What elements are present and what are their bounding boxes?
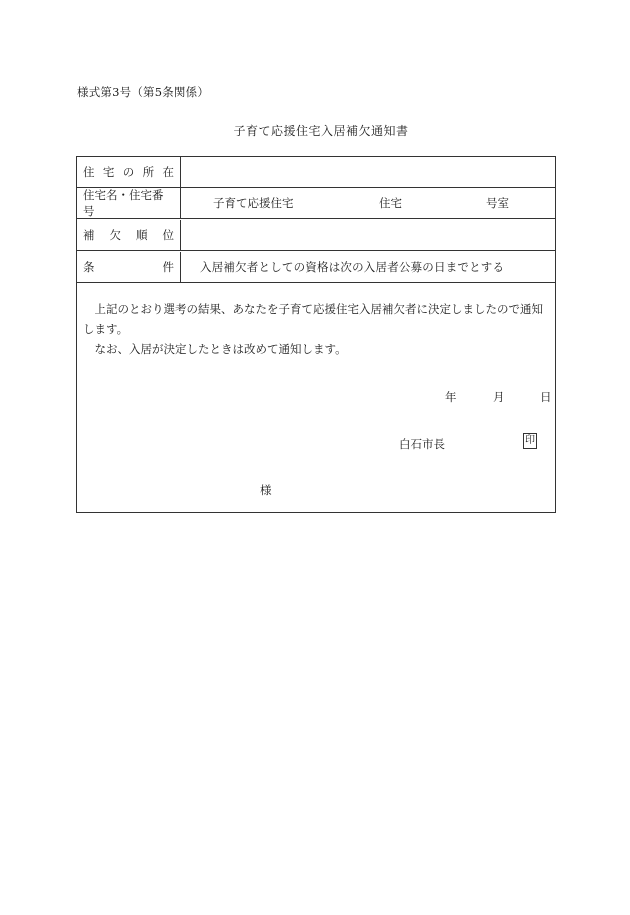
date-month-label: 月 <box>493 390 505 404</box>
date-day-label: 日 <box>540 390 552 404</box>
row-waitlist-rank <box>77 220 555 251</box>
form-id: 様式第3号（第5条関係） <box>77 85 210 99</box>
condition-text: 入居補欠者としての資格は次の入居者公募の日までとする <box>200 260 505 274</box>
date-year-label: 年 <box>445 390 457 404</box>
seal-mark: 印 <box>523 433 537 449</box>
notice-frame <box>76 156 556 513</box>
notice-body <box>83 299 549 359</box>
recipient-honorific: 様 <box>260 483 272 497</box>
row-housing-location <box>77 157 555 188</box>
label-char: 件 <box>162 260 174 274</box>
housing-name-text: 子育て応援住宅 <box>213 196 294 210</box>
room-suffix-text: 号室 <box>486 196 509 210</box>
document-title: 子育て応援住宅入居補欠通知書 <box>233 124 409 138</box>
value-condition <box>181 252 555 282</box>
row-condition <box>77 252 555 283</box>
label-char: 在 <box>162 165 174 179</box>
label-char: 補 <box>83 228 95 242</box>
label-housing-name-number: 住宅名・住宅番号 <box>77 188 181 218</box>
label-housing-location <box>77 157 181 187</box>
label-char: の <box>122 165 135 179</box>
label-char: 順 <box>136 228 148 242</box>
label-condition <box>77 252 181 282</box>
label-char: 住 <box>83 165 95 179</box>
value-waitlist-rank[interactable] <box>181 220 555 250</box>
housing-suffix-text: 住宅 <box>379 196 402 210</box>
label-char: 欠 <box>109 228 121 242</box>
body-paragraph: なお、入居が決定したときは改めて通知します。 <box>94 342 347 356</box>
value-housing-name-number[interactable] <box>181 188 555 218</box>
label-char: 位 <box>162 228 174 242</box>
label-char: 所 <box>142 165 155 179</box>
value-housing-location[interactable] <box>181 157 555 187</box>
label-char: 条 <box>83 260 95 274</box>
label-char: 宅 <box>102 165 115 179</box>
body-paragraph: 上記のとおり選考の結果、あなたを子育て応援住宅入居補欠者に決定しましたので通知します。 <box>83 302 543 336</box>
signatory-title: 白石市長 <box>399 437 445 451</box>
label-waitlist-rank <box>77 220 181 250</box>
row-housing-name-number <box>77 188 555 219</box>
